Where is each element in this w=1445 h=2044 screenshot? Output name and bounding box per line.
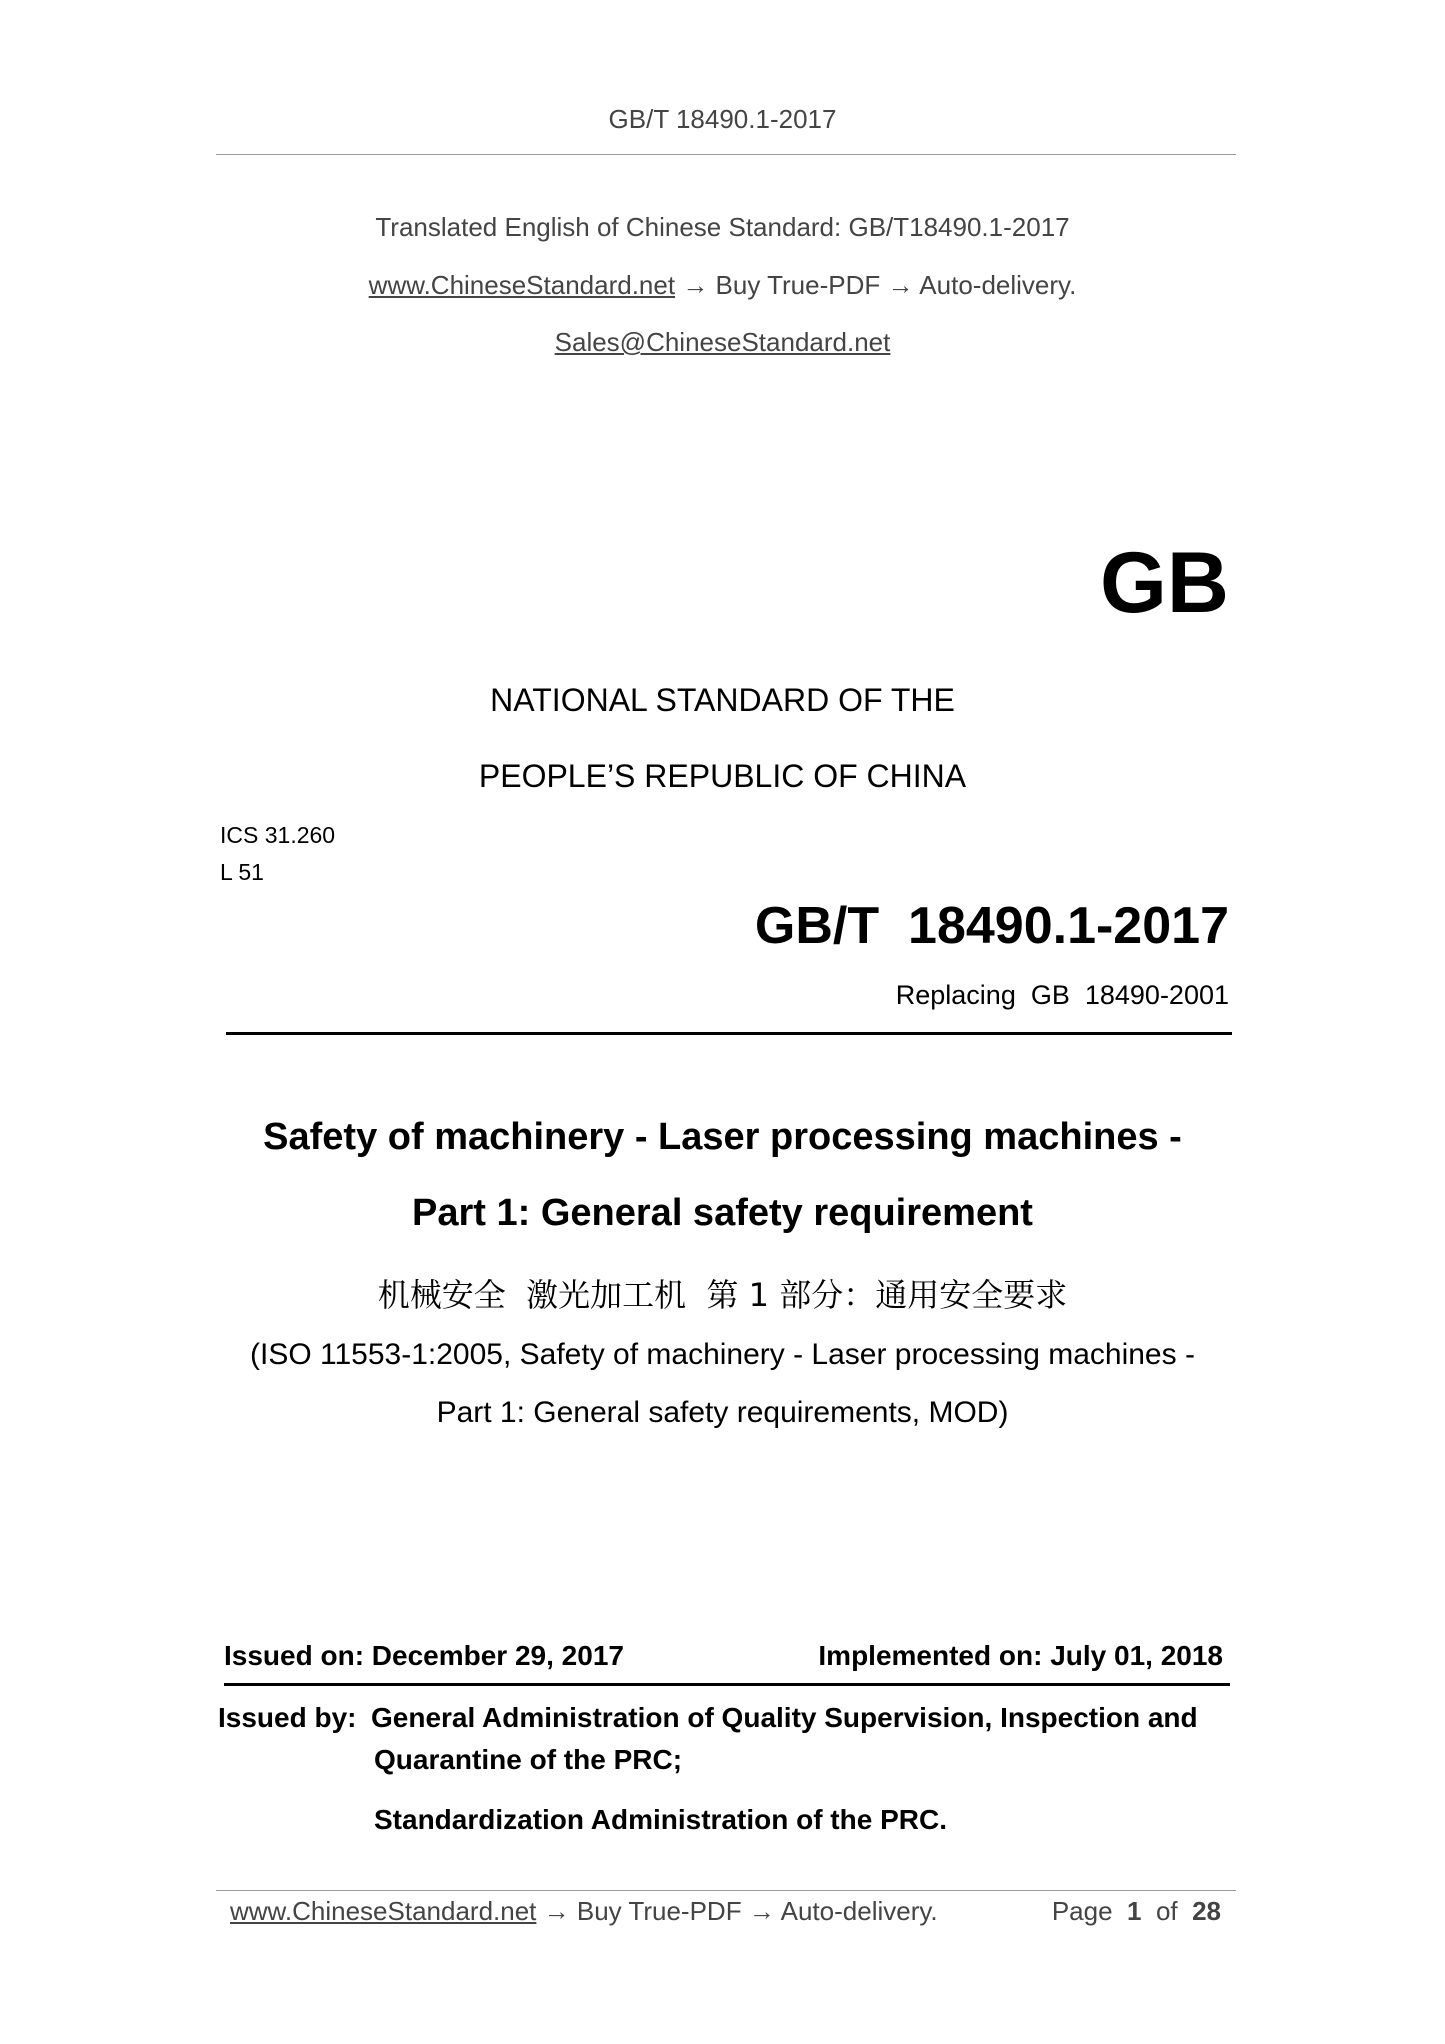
arrow-icon: → bbox=[682, 270, 709, 300]
footer-link-line bbox=[230, 1896, 938, 1927]
chinese-title: 机械安全 激光加工机 第 1 部分：通用安全要求 bbox=[377, 1276, 1068, 1314]
replacing-note: Replacing GB 18490-2001 bbox=[895, 980, 1229, 1010]
page-number: 1 bbox=[1127, 1896, 1142, 1926]
issued-by-line3: Standardization Administration of the PRC. bbox=[374, 1804, 947, 1835]
issued-by-line2: Quarantine of the PRC; bbox=[374, 1744, 683, 1775]
email-link[interactable]: Sales@ChineseStandard.net bbox=[554, 327, 891, 357]
iso-reference-line1: (ISO 11553-1:2005, Safety of machinery - Laser processing machines - bbox=[250, 1338, 1195, 1371]
footer-website-link[interactable]: www.ChineseStandard.net bbox=[230, 1896, 537, 1926]
title-line2: Part 1: General safety requirement bbox=[412, 1192, 1033, 1234]
national-heading-line2: PEOPLE’S REPUBLIC OF CHINA bbox=[478, 758, 967, 794]
footer-delivery-text: Auto-delivery. bbox=[780, 1896, 938, 1926]
title-divider bbox=[226, 1032, 1232, 1035]
ics-code: ICS 31.260 bbox=[220, 822, 336, 848]
buy-text: Buy True-PDF bbox=[715, 270, 881, 300]
issued-by-label: Issued by: bbox=[218, 1702, 357, 1733]
arrow-icon: → bbox=[543, 1896, 570, 1926]
of-label: of bbox=[1155, 1896, 1178, 1926]
page-label: Page bbox=[1051, 1896, 1113, 1926]
arrow-icon: → bbox=[748, 1896, 775, 1926]
national-heading-line1: NATIONAL STANDARD OF THE bbox=[490, 682, 955, 718]
implemented-on: Implemented on: July 01, 2018 bbox=[818, 1640, 1223, 1671]
dates-divider bbox=[224, 1683, 1230, 1686]
running-header: GB/T 18490.1-2017 bbox=[608, 104, 837, 134]
page-indicator bbox=[1052, 1896, 1221, 1927]
banner-link-line bbox=[0, 270, 1445, 301]
issued-by-line1: General Administration of Quality Supervision, Inspection and bbox=[371, 1702, 1198, 1733]
classification-code: L 51 bbox=[220, 859, 264, 885]
title-line1: Safety of machinery - Laser processing machines - bbox=[263, 1116, 1182, 1158]
iso-reference-line2: Part 1: General safety requirements, MOD) bbox=[436, 1396, 1009, 1429]
header-divider bbox=[216, 154, 1236, 155]
arrow-icon: → bbox=[887, 270, 914, 300]
footer-divider bbox=[216, 1890, 1236, 1891]
standard-number: GB/T 18490.1-2017 bbox=[754, 897, 1229, 955]
footer-buy-text: Buy True-PDF bbox=[576, 1896, 742, 1926]
website-link[interactable]: www.ChineseStandard.net bbox=[368, 270, 676, 300]
issued-on: Issued on: December 29, 2017 bbox=[224, 1640, 624, 1671]
email-line bbox=[0, 327, 1445, 358]
translated-note: Translated English of Chinese Standard: GB/T18490.1-2017 bbox=[375, 212, 1070, 242]
delivery-text: Auto-delivery. bbox=[919, 270, 1077, 300]
gb-mark: GB bbox=[1100, 535, 1229, 631]
total-pages: 28 bbox=[1192, 1896, 1221, 1926]
